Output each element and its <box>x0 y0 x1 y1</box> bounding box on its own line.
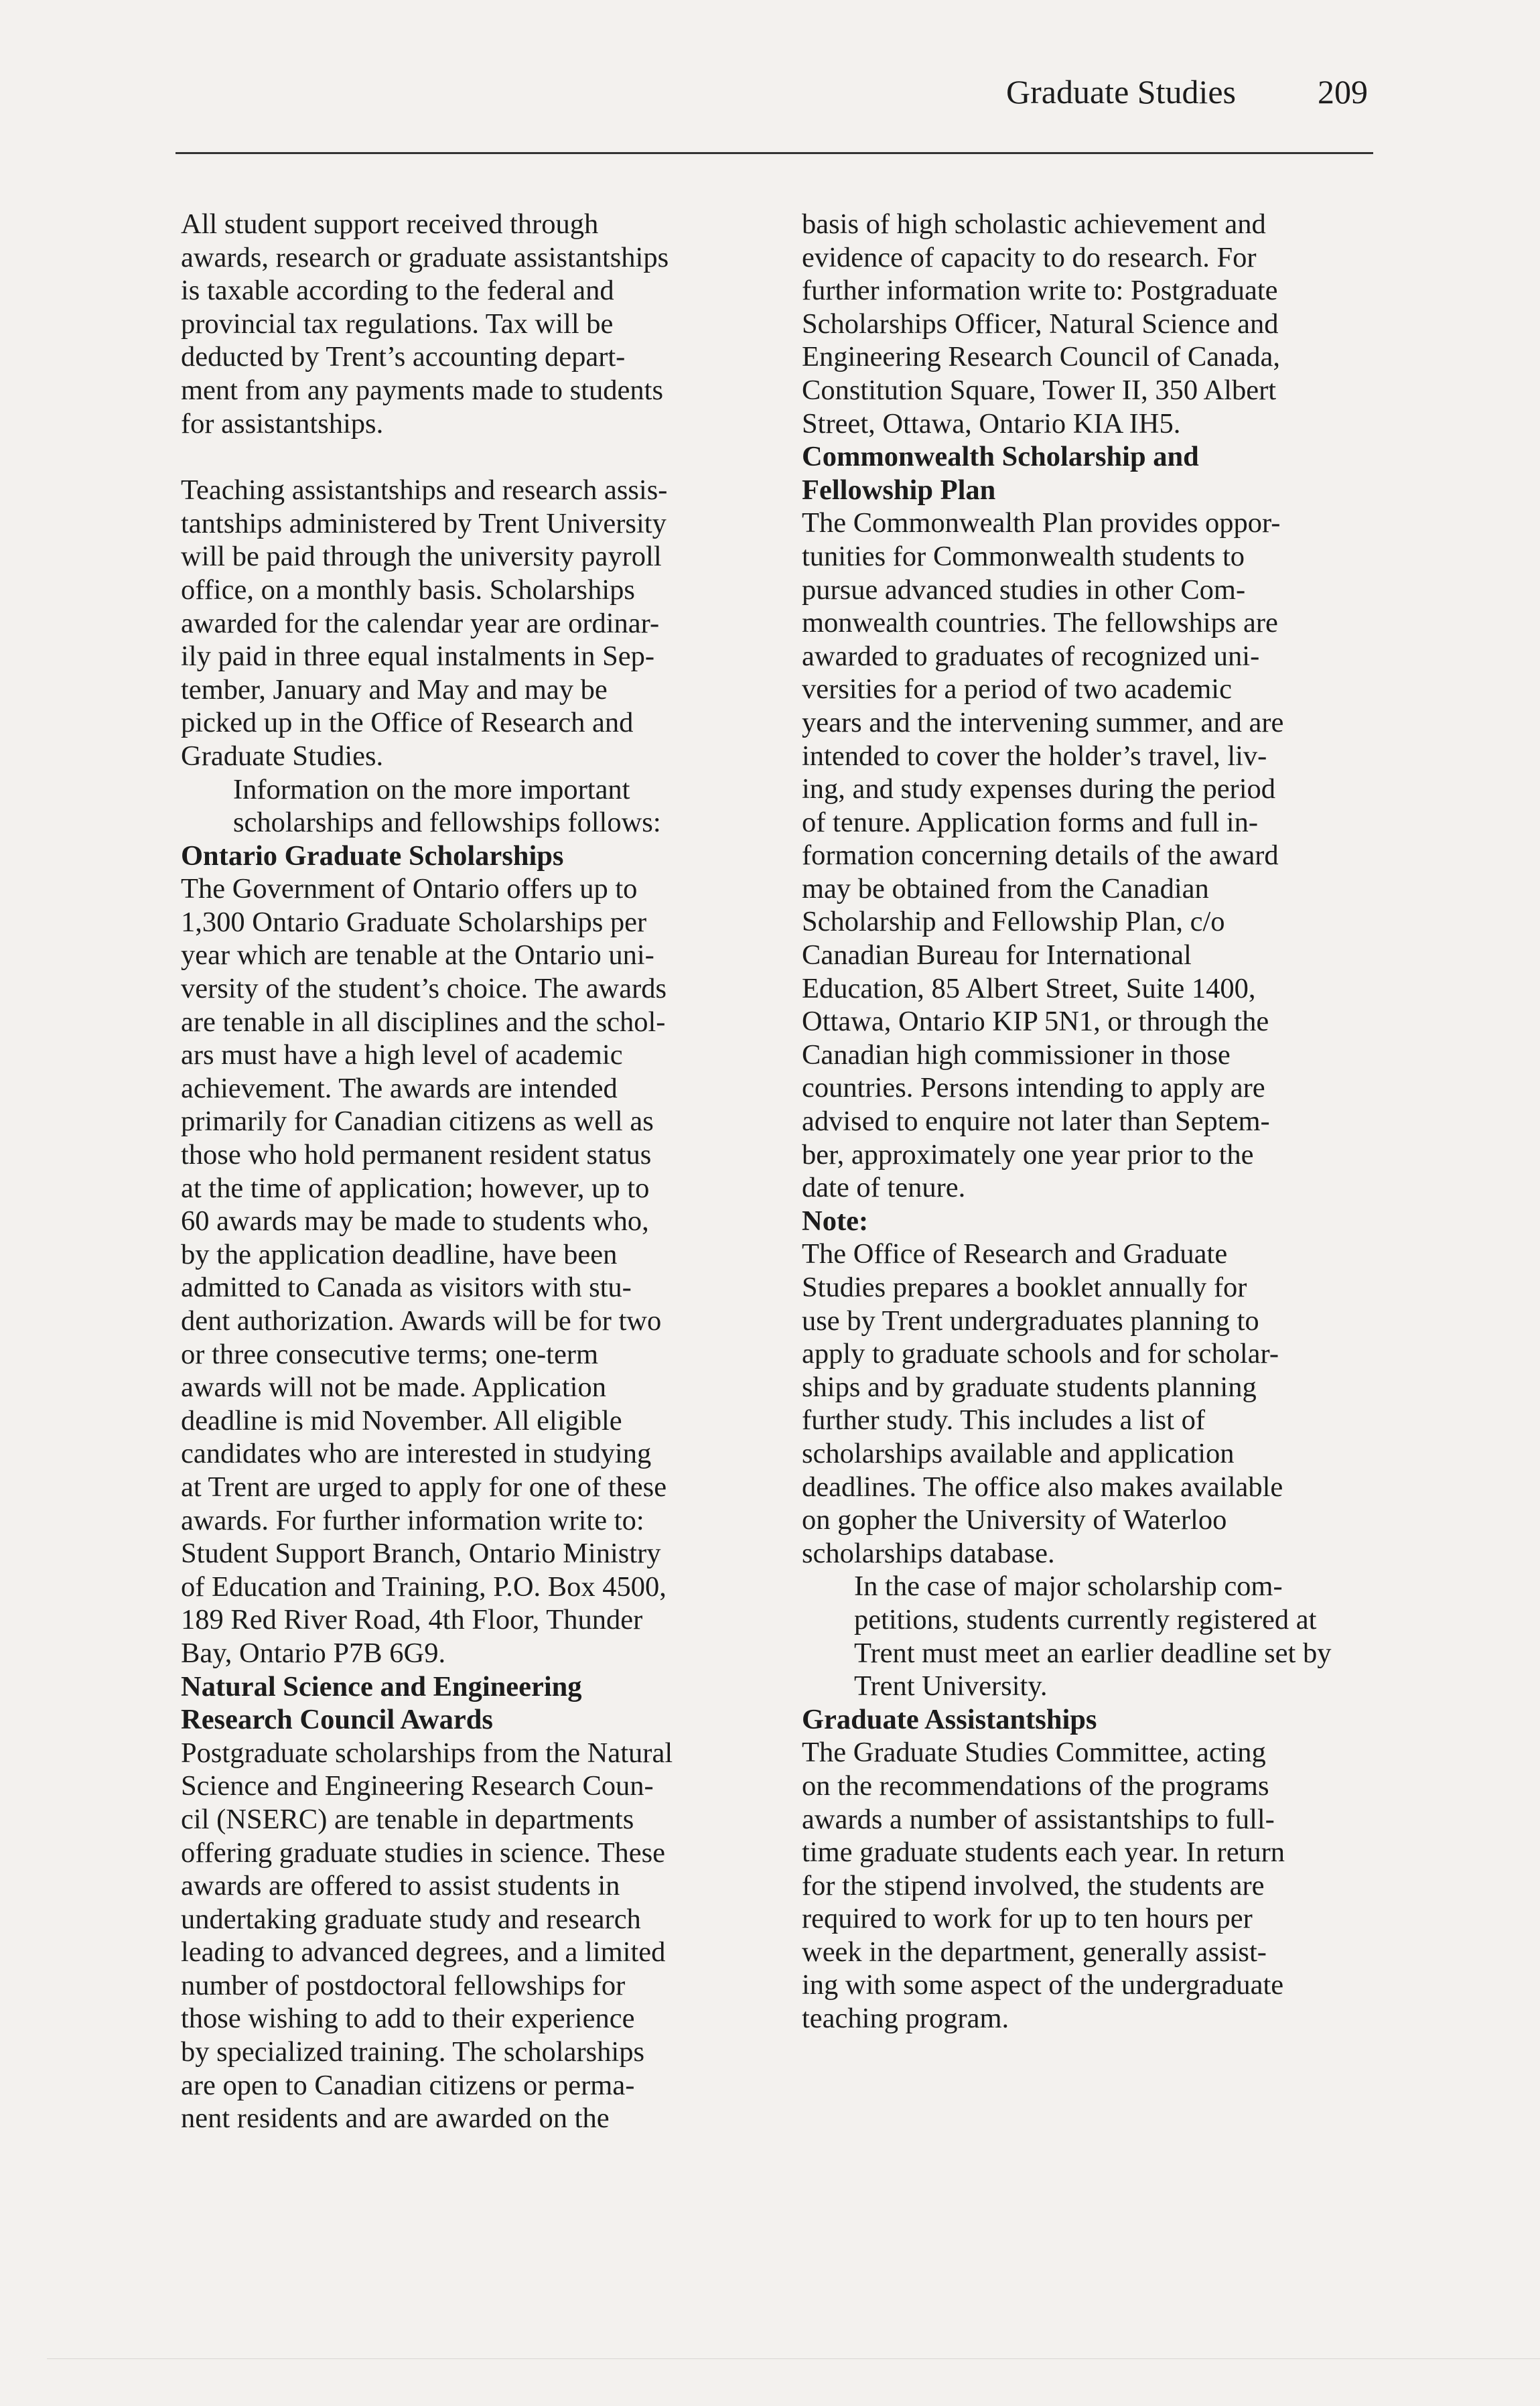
nserc-body-line: leading to advanced degrees, and a limited <box>181 1936 666 1968</box>
taxable-paragraph-line: for assistantships. <box>181 407 384 440</box>
payroll-paragraph-line: tantships administered by Trent University <box>181 507 667 539</box>
taxable-paragraph-line: deducted by Trent’s accounting depart- <box>181 341 626 373</box>
nserc-continuation-line: evidence of capacity to do research. For <box>802 241 1257 273</box>
graduate-assistantships-body-line: for the stipend involved, the students are <box>802 1869 1265 1901</box>
graduate-assistantships-body-line: required to work for up to ten hours per <box>802 1903 1253 1935</box>
nserc-heading-line: Natural Science and Engineering <box>181 1670 582 1702</box>
graduate-assistantships-body-line: time graduate students each year. In return <box>802 1836 1285 1869</box>
left-column <box>181 208 804 2135</box>
note-heading: Note: <box>802 1205 869 1237</box>
taxable-paragraph-line: is taxable according to the federal and <box>181 275 614 307</box>
right-column <box>802 208 1425 2035</box>
payroll-paragraph-line: will be paid through the university payroll <box>181 541 662 573</box>
payroll-paragraph <box>181 474 804 773</box>
graduate-assistantships-body-line: ing with some aspect of the undergraduate <box>802 1969 1284 2001</box>
nserc-continuation-line: Street, Ottawa, Ontario KIA IH5. <box>802 407 1181 440</box>
commonwealth-heading <box>802 440 1425 507</box>
note-body-line: The Office of Research and Graduate <box>802 1238 1228 1270</box>
graduate-assistantships-body <box>802 1736 1425 2035</box>
ogs-body-line: deadline is mid November. All eligible <box>181 1404 622 1436</box>
ogs-body-line: at the time of application; however, up to <box>181 1172 650 1204</box>
ogs-body-line: 1,300 Ontario Graduate Scholarships per <box>181 906 647 938</box>
ogs-body-line: of Education and Training, P.O. Box 4500, <box>181 1570 667 1603</box>
payroll-paragraph-line: Graduate Studies. <box>181 740 384 772</box>
note-body-line: scholarships database. <box>802 1537 1055 1569</box>
nserc-continuation-line: Constitution Square, Tower II, 350 Albert <box>802 374 1277 406</box>
payroll-paragraph-line: awarded for the calendar year are ordinar- <box>181 607 660 639</box>
payroll-paragraph-line: Teaching assistantships and research assis- <box>181 474 668 507</box>
commonwealth-heading-line: Fellowship Plan <box>802 474 996 506</box>
commonwealth-body-line: ing, and study expenses during the period <box>802 773 1276 805</box>
commonwealth-body-line: The Commonwealth Plan provides oppor- <box>802 507 1281 539</box>
scan-edge-line <box>47 2358 1540 2359</box>
note-body-line: Studies prepares a booklet annually for <box>802 1272 1247 1303</box>
note-competitions <box>802 1570 1425 1702</box>
ogs-body-line: awards will not be made. Application <box>181 1372 606 1404</box>
commonwealth-body-line: years and the intervening summer, and are <box>802 706 1284 738</box>
running-title: Graduate Studies <box>1006 73 1236 111</box>
nserc-continuation-line: basis of high scholastic achievement and <box>802 208 1266 240</box>
ogs-body-line: candidates who are interested in studying <box>181 1438 652 1470</box>
page-header <box>176 67 1373 154</box>
commonwealth-heading-line: Commonwealth Scholarship and <box>802 441 1199 473</box>
commonwealth-body-line: intended to cover the holder’s travel, liv- <box>802 740 1267 772</box>
taxable-paragraph-line: ment from any payments made to students <box>181 374 663 406</box>
nserc-body <box>181 1737 804 2135</box>
commonwealth-body-line: versities for a period of two academic <box>802 673 1232 706</box>
commonwealth-body-line: monwealth countries. The fellowships are <box>802 607 1278 639</box>
header-rule <box>176 152 1373 154</box>
commonwealth-body-line: ber, approximately one year prior to the <box>802 1138 1254 1171</box>
graduate-assistantships-body-line: week in the department, generally assist- <box>802 1936 1267 1968</box>
ogs-body-line: ars must have a high level of academic <box>181 1039 623 1071</box>
ogs-heading: Ontario Graduate Scholarships <box>181 840 564 872</box>
commonwealth-body-line: formation concerning details of the award <box>802 840 1279 872</box>
graduate-assistantships-body-line: on the recommendations of the programs <box>802 1769 1269 1802</box>
note-body-line: on gopher the University of Waterloo <box>802 1504 1227 1536</box>
taxable-paragraph-line: All student support received through <box>181 208 599 240</box>
payroll-paragraph-line: tember, January and May and may be <box>181 673 608 706</box>
ogs-body-line: versity of the student’s choice. The awards <box>181 973 667 1005</box>
ogs-body-line: those who hold permanent resident status <box>181 1139 652 1171</box>
ogs-body-line: by the application deadline, have been <box>181 1238 618 1270</box>
payroll-paragraph-line: office, on a monthly basis. Scholarships <box>181 574 635 606</box>
commonwealth-body-line: date of tenure. <box>802 1172 966 1204</box>
payroll-paragraph-line: picked up in the Office of Research and <box>181 707 634 739</box>
commonwealth-body-line: pursue advanced studies in other Com- <box>802 574 1246 606</box>
ogs-body-line: year which are tenable at the Ontario uni- <box>181 939 654 972</box>
note-competitions-line: Trent must meet an earlier deadline set by <box>854 1637 1332 1669</box>
note-body-line: apply to graduate schools and for scholar- <box>802 1338 1279 1370</box>
graduate-assistantships-body-line: The Graduate Studies Committee, acting <box>802 1737 1266 1769</box>
nserc-heading <box>181 1670 804 1737</box>
note-body-line: deadlines. The office also makes available <box>802 1471 1283 1503</box>
info-paragraph <box>181 773 804 840</box>
commonwealth-body-line: Canadian high commissioner in those <box>802 1039 1231 1071</box>
graduate-assistantships-body-line: teaching program. <box>802 2003 1009 2035</box>
commonwealth-body-line: advised to enquire not later than Septem- <box>802 1106 1270 1138</box>
commonwealth-body-line: Ottawa, Ontario KIP 5N1, or through the <box>802 1006 1269 1038</box>
note-body-line: scholarships available and application <box>802 1437 1235 1469</box>
graduate-assistantships-heading: Graduate Assistantships <box>802 1703 1097 1735</box>
nserc-continuation-line: Scholarships Officer, Natural Science and <box>802 308 1279 340</box>
taxable-paragraph-line: provincial tax regulations. Tax will be <box>181 308 614 340</box>
note-competitions-line: petitions, students currently registered at <box>854 1603 1317 1635</box>
note-competitions-line: In the case of major scholarship com- <box>854 1570 1283 1603</box>
commonwealth-body-line: Education, 85 Albert Street, Suite 1400, <box>802 972 1256 1004</box>
ogs-body-line: The Government of Ontario offers up to <box>181 873 638 905</box>
info-paragraph-line: Information on the more important <box>233 773 630 805</box>
nserc-body-line: Postgraduate scholarships from the Natural <box>181 1737 673 1769</box>
nserc-line-post: ) are tenable in departments <box>318 1803 634 1835</box>
ogs-body-line: Student Support Branch, Ontario Ministry <box>181 1538 661 1570</box>
note-body-line: ships and by graduate students planning <box>802 1371 1257 1403</box>
nserc-body-line: undertaking graduate study and research <box>181 1903 641 1935</box>
commonwealth-body-line: of tenure. Application forms and full in- <box>802 806 1259 838</box>
nserc-continuation <box>802 208 1425 440</box>
ogs-body-line: at Trent are urged to apply for one of these <box>181 1471 667 1503</box>
nserc-body-line: Science and Engineering Research Coun- <box>181 1770 654 1802</box>
nserc-abbreviation: NSERC <box>226 1803 318 1835</box>
ogs-body-line: awards. For further information write to: <box>181 1504 644 1536</box>
ogs-body-line: Bay, Ontario P7B 6G9. <box>181 1637 446 1669</box>
info-paragraph-line: scholarships and fellowships follows: <box>233 807 661 839</box>
commonwealth-body-line: Scholarship and Fellowship Plan, c/o <box>802 906 1225 938</box>
note-body-line: use by Trent undergraduates planning to <box>802 1305 1259 1337</box>
nserc-body-line: are open to Canadian citizens or perma- <box>181 2069 635 2101</box>
ogs-body-line: are tenable in all disciplines and the schol- <box>181 1006 666 1038</box>
nserc-body-line: those wishing to add to their experience <box>181 2003 635 2035</box>
commonwealth-body <box>802 507 1425 1204</box>
ogs-body-line: achievement. The awards are intended <box>181 1072 618 1104</box>
commonwealth-body-line: may be obtained from the Canadian <box>802 872 1209 905</box>
commonwealth-body-line: awarded to graduates of recognized uni- <box>802 640 1260 672</box>
nserc-continuation-line: further information write to: Postgraduate <box>802 275 1278 307</box>
nserc-heading-line: Research Council Awards <box>181 1704 493 1736</box>
nserc-body-line: number of postdoctoral fellowships for <box>181 1969 626 2001</box>
note-body <box>802 1238 1425 1570</box>
nserc-body-line: nent residents and are awarded on the <box>181 2102 610 2135</box>
taxable-paragraph <box>181 208 804 440</box>
note-body-line: further study. This includes a list of <box>802 1404 1205 1436</box>
ogs-body-line: or three consecutive terms; one-term <box>181 1338 599 1370</box>
ogs-body-line: dent authorization. Awards will be for two <box>181 1305 662 1337</box>
nserc-line-pre: cil ( <box>181 1803 226 1835</box>
taxable-paragraph-line: awards, research or graduate assistantships <box>181 241 669 273</box>
page-number: 209 <box>1318 73 1368 111</box>
ogs-body-line: admitted to Canada as visitors with stu- <box>181 1272 632 1304</box>
graduate-assistantships-body-line: awards a number of assistantships to full- <box>802 1803 1275 1835</box>
nserc-body-line: awards are offered to assist students in <box>181 1870 620 1902</box>
payroll-paragraph-line: ily paid in three equal instalments in Sep- <box>181 641 654 673</box>
commonwealth-body-line: tunities for Commonwealth students to <box>802 540 1245 572</box>
commonwealth-body-line: Canadian Bureau for International <box>802 939 1192 972</box>
note-competitions-line: Trent University. <box>854 1670 1048 1702</box>
nserc-body-line: offering graduate studies in science. These <box>181 1836 666 1869</box>
ogs-body-line: 60 awards may be made to students who, <box>181 1205 649 1238</box>
ogs-body-line: 189 Red River Road, 4th Floor, Thunder <box>181 1604 643 1636</box>
commonwealth-body-line: countries. Persons intending to apply are <box>802 1072 1265 1104</box>
nserc-body-line: by specialized training. The scholarships <box>181 2036 645 2068</box>
nserc-continuation-line: Engineering Research Council of Canada, <box>802 341 1280 373</box>
ogs-body <box>181 872 804 1670</box>
ogs-body-line: primarily for Canadian citizens as well as <box>181 1106 654 1138</box>
